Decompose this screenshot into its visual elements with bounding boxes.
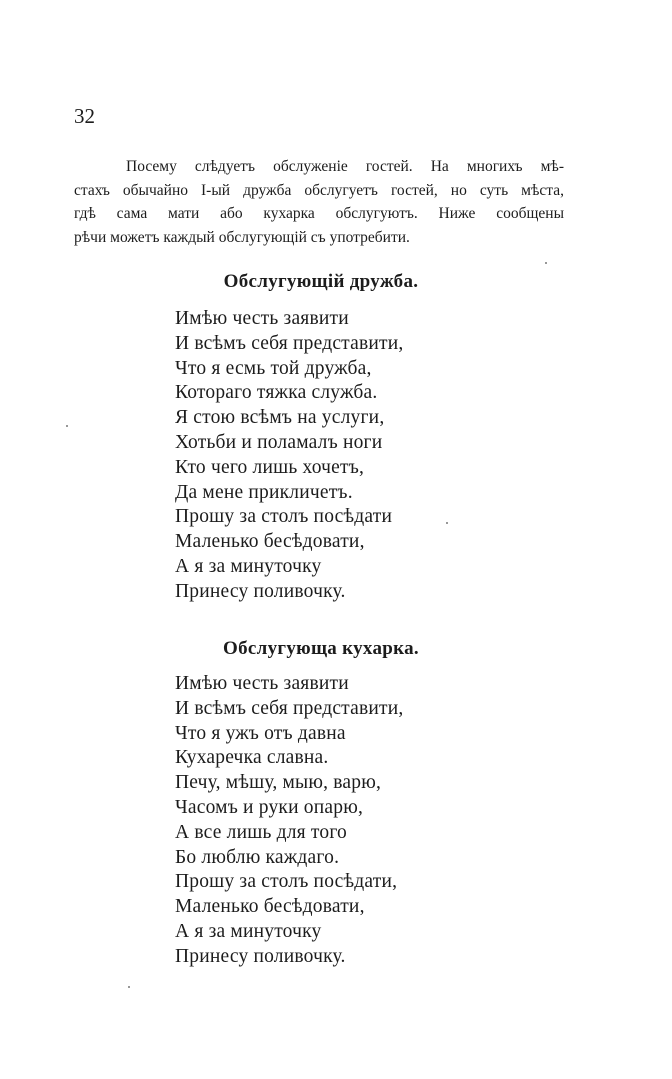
verse-line: А я за минуточку [175, 920, 322, 942]
verse-line: И всѣмъ себя представити, [175, 332, 404, 354]
verse-line: Принесу поливочку. [175, 580, 346, 602]
verse-line: Имѣю честь заявити [175, 308, 349, 329]
intro-paragraph [74, 155, 564, 249]
verse-line: А все лишь для того [175, 821, 347, 843]
section-title-kukharka: Обслугующа кухарка. [223, 638, 419, 659]
verse-line: Часомъ и руки опарю, [175, 796, 364, 818]
verse-druzhba [175, 307, 403, 605]
verse-line: Маленько бесѣдовати, [175, 531, 365, 553]
verse-line: Прошу за столъ посѣдати [175, 506, 393, 528]
verse-line: Печу, мѣшу, мыю, варю, [175, 772, 382, 794]
verse-line: Кухаречка славна. [175, 747, 329, 769]
verse-line: Имѣю честь заявити [175, 673, 349, 694]
verse-line: А я за минуточку [175, 555, 322, 577]
verse-line: Прошу за столъ посѣдати, [175, 871, 398, 893]
verse-line: Хотьби и поламалъ ноги [175, 431, 383, 453]
intro-line: гдѣ сама мати або кухарка обслугуютъ. Ниже сообщены [74, 205, 564, 222]
section-title-druzhba: Обслугующій дружба. [223, 271, 419, 292]
verse-line: И всѣмъ себя представити, [175, 697, 404, 719]
scan-speck [446, 522, 448, 524]
verse-line: Котораго тяжка служба. [175, 382, 378, 404]
verse-line: Бо люблю каждаго. [175, 846, 340, 868]
verse-kukharka [175, 672, 403, 970]
intro-line: рѣчи можетъ каждый обслугующій съ употребити. [74, 228, 410, 246]
verse-line: Маленько бесѣдовати, [175, 896, 365, 918]
intro-line: стахъ обычайно І-ый дружба обслугуетъ гостей, но суть мѣста, [74, 181, 564, 199]
verse-line: Что я есмь той дружба, [175, 357, 372, 379]
verse-line: Я стою всѣмъ на услуги, [175, 407, 385, 429]
scan-speck [66, 425, 68, 427]
scan-speck [128, 986, 130, 988]
verse-line: Что я ужъ отъ давна [175, 722, 346, 744]
verse-line: Кто чего лишь хочетъ, [175, 456, 365, 478]
verse-line: Принесу поливочку. [175, 945, 346, 967]
intro-line: Посему слѣдуетъ обслуженіе гостей. На многихъ мѣ- [126, 158, 564, 175]
scan-speck [545, 262, 547, 264]
verse-line: Да мене прикличетъ. [175, 481, 353, 503]
page-number: 32 [74, 104, 95, 128]
